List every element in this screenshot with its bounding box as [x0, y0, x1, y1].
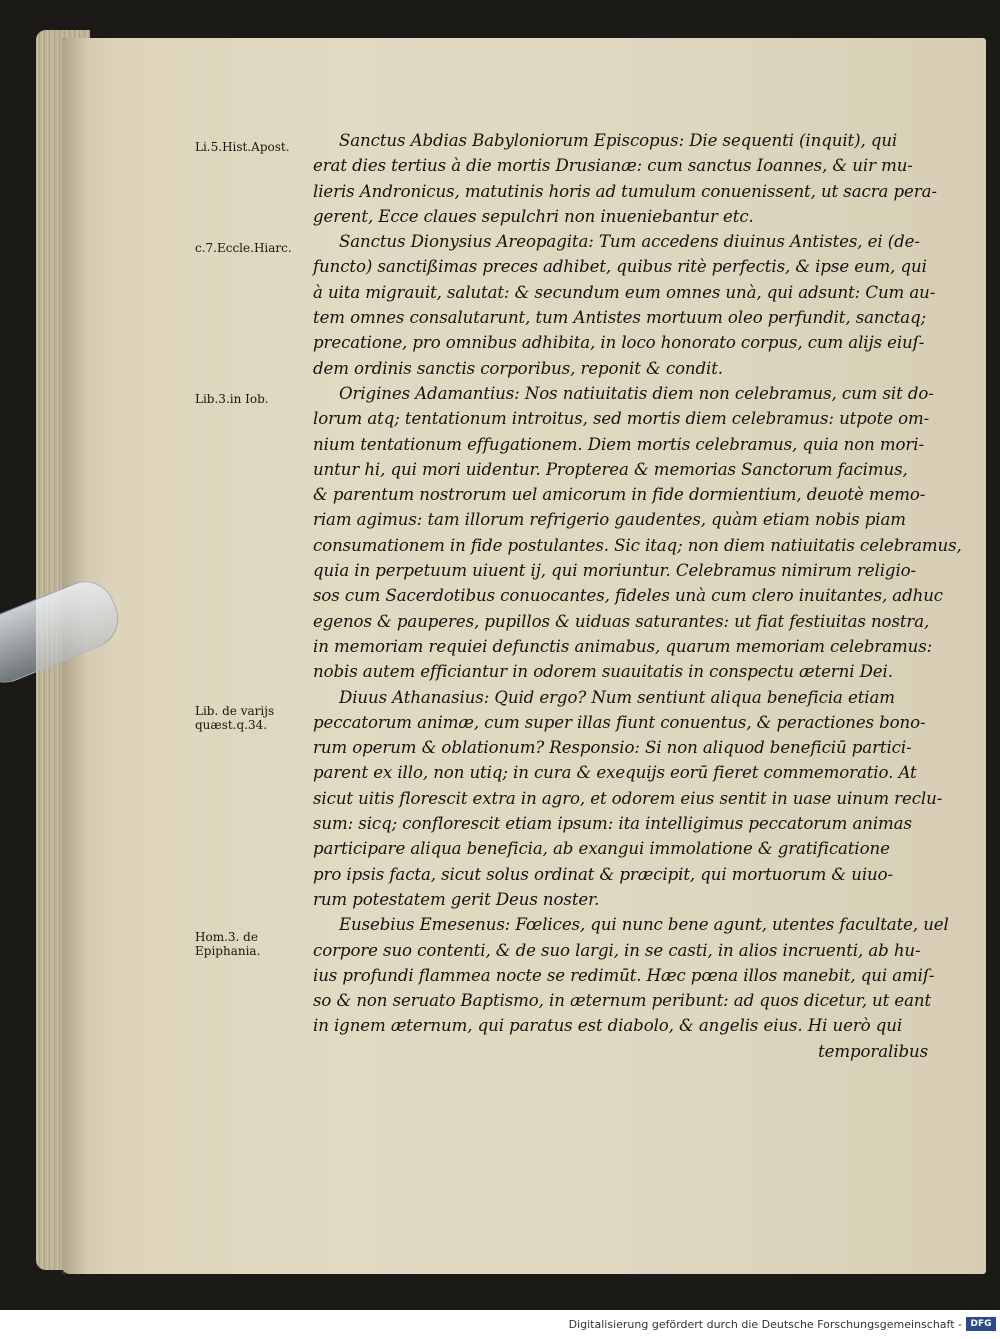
text-line: Sanctus Dionysius Areopagita: Tum accedens diuinus Antistes, ei (de-	[339, 232, 920, 252]
text-line: in ignem æternum, qui paratus est diabolo, & angelis eius. Hi uerò qui	[313, 1016, 903, 1036]
text-line: riam agimus: tam illorum refrigerio gaudentes, quàm etiam nobis piam	[313, 510, 906, 530]
text-line: Diuus Athanasius: Quid ergo? Num sentiunt aliqua beneficia etiam	[339, 687, 895, 707]
text-line: pro ipsis facta, sicut solus ordinat & præcipit, qui mortuorum & uiuo-	[313, 864, 894, 884]
paragraph	[313, 912, 949, 1038]
text-line: tem omnes consalutarunt, tum Antistes mortuum oleo perfundit, sanctaq;	[313, 308, 927, 328]
paragraph	[313, 381, 962, 685]
text-line: untur hi, qui mori uidentur. Propterea & memorias Sanctorum facimus,	[313, 459, 908, 479]
paragraph	[313, 685, 943, 913]
text-line: rum potestatem gerit Deus noster.	[313, 889, 600, 909]
margin-note: c.7.Eccle.Hiarc.	[195, 241, 292, 255]
text-line: egenos & pauperes, pupillos & uiduas saturantes: ut fiat festiuitas nostra,	[313, 611, 930, 631]
text-line: precatione, pro omnibus adhibita, in loco honorato corpus, cum alijs eiuſ-	[313, 333, 925, 353]
paragraph	[313, 229, 938, 381]
text-line: dem ordinis sanctis corporibus, reponit & condit.	[313, 358, 723, 378]
text-line: corpore suo contenti, & de suo largi, in se casti, in alios incruenti, ab hu-	[313, 940, 921, 960]
text-line: participare aliqua beneficia, ab exangui immolatione & gratificatione	[313, 839, 890, 859]
text-line: nium tentationum effugationem. Diem mortis celebramus, quia non mori-	[313, 434, 924, 454]
margin-note: Lib.3.in Iob.	[195, 392, 269, 406]
footer-bar	[0, 1310, 1000, 1339]
text-line: functo) sanctißimas preces adhibet, quibus ritè perfectis, & ipse eum, qui	[313, 257, 927, 277]
text-line: in memoriam requiei defunctis animabus, quarum memoriam celebramus:	[313, 636, 933, 656]
text-line: nobis autem efficiantur in odorem suauitatis in conspectu æterni Dei.	[313, 662, 893, 682]
text-line: consumationem in fide postulantes. Sic itaq; non diem natiuitatis celebramus,	[313, 535, 962, 555]
text-line: rum operum & oblationum? Responsio: Si non aliquod beneficiū partici-	[313, 738, 912, 758]
text-line: sum: sicq; conflorescit etiam ipsum: ita intelligimus peccatorum animas	[313, 814, 912, 834]
text-line: peccatorum animæ, cum super illas fiunt conuentus, & peractiones bono-	[313, 712, 926, 732]
paragraph	[313, 128, 938, 229]
text-line: Origines Adamantius: Nos natiuitatis diem non celebramus, cum sit do-	[339, 383, 934, 403]
text-line: sos cum Sacerdotibus conuocantes, fideles unà cum clero inuitantes, adhuc	[313, 586, 943, 606]
dfg-logo: DFG	[966, 1317, 996, 1331]
text-line: & parentum nostrorum uel amicorum in fide dormientium, deuotè memo-	[313, 485, 926, 505]
text-line: erat dies tertius à die mortis Drusianæ: cum sanctus Ioannes, & uir mu-	[313, 156, 913, 176]
margin-note: Lib. de varijs quæst.q.34.	[195, 704, 275, 732]
text-line: ius profundi flammea nocte se redimūt. Hæc pœna illos manebit, qui amiſ-	[313, 965, 935, 985]
funding-credit: Digitalisierung gefördert durch die Deutsche Forschungsgemeinschaft -	[568, 1318, 962, 1331]
text-line: gerent, Ecce claues sepulchri non inueniebantur etc.	[313, 206, 754, 226]
text-line: sicut uitis florescit extra in agro, et odorem eius sentit in uase uinum reclu-	[313, 788, 943, 808]
text-line: Eusebius Emesenus: Fœlices, qui nunc bene agunt, utentes facultate, uel	[339, 915, 949, 935]
margin-note: Li.5.Hist.Apost.	[195, 140, 290, 154]
text-line: parent ex illo, non utiq; in cura & exequijs eorū fieret commemoratio. At	[313, 763, 917, 783]
text-line: lieris Andronicus, matutinis horis ad tumulum conuenissent, ut sacra pera-	[313, 181, 937, 201]
catchword: temporalibus	[818, 1041, 928, 1061]
text-line: Sanctus Abdias Babyloniorum Episcopus: Die sequenti (inquit), qui	[339, 131, 898, 150]
text-line: lorum atq; tentationum introitus, sed mortis diem celebramus: utpote om-	[313, 409, 930, 429]
text-line: so & non seruato Baptismo, in æternum peribunt: ad quos dicetur, ut eant	[313, 991, 932, 1011]
text-line: à uita migrauit, salutat: & secundum eum omnes unà, qui adsunt: Cum au-	[313, 282, 936, 302]
margin-note: Hom.3. de Epiphania.	[195, 930, 261, 958]
body-text	[313, 128, 962, 1064]
text-line: quia in perpetuum uiuent ij, qui moriuntur. Celebramus nimirum religio-	[313, 561, 917, 581]
